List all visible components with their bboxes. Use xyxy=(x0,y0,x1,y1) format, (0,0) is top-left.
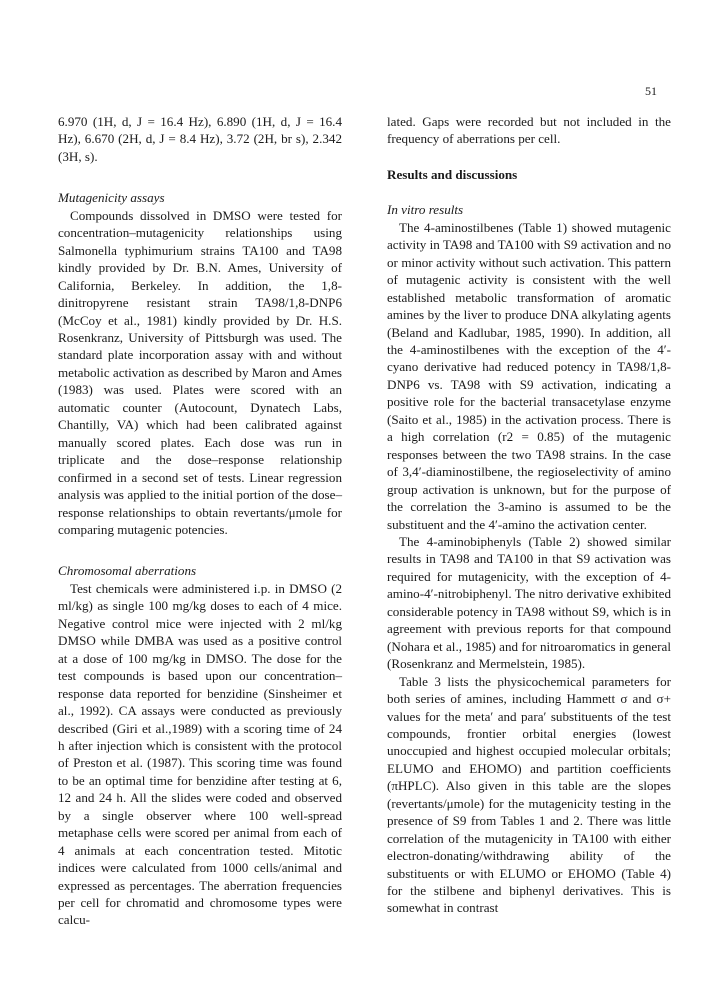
page-number: 51 xyxy=(645,84,657,98)
left-column xyxy=(58,113,342,929)
nmr-data-paragraph: 6.970 (1H, d, J = 16.4 Hz), 6.890 (1H, d, J = 16.4 Hz), 6.670 (2H, d, J = 8.4 Hz), 3.72 (2H, br s), 2.342 (3H, s). xyxy=(58,114,342,164)
continued-paragraph: lated. Gaps were recorded but not included in the frequency of aberrations per cell. xyxy=(387,114,671,147)
mutagenicity-assays-paragraph: Compounds dissolved in DMSO were tested for concentration–mutagenicity relationships using Salmonella typhimurium strains TA100 and TA98 kindly provided by Dr. B.N. Ames, University of California, Berkeley. In addition, the 1,8-dinitropyrene resistant strain TA98/1,8-DNP6 (McCoy et al., 1981) kindly provided by Dr. H.S. Rosenkranz, University of Pittsburgh was used. The standard plate incorporation assay with and without metabolic activation as described by Maron and Ames (1983) was used. Plates were scored with an automatic counter (Autocount, Dynatech Labs, Chantilly, VA) which had been calibrated against manually scored plates. Each dose was run in triplicate and the dose–response relationship confirmed in a second set of tests. Linear regression analysis was applied to the initial portion of the dose–response relationships to obtain revertants/μmole for comparing mutagenic potencies. xyxy=(58,207,342,537)
table3-paragraph: Table 3 lists the physicochemical parameters for both series of amines, including Hammett σ and σ+ values for the meta′ and para′ substituents of the test compounds, frontier orbital energies (lowest unoccupied and highest occupied molecular orbitals; ELUMO and EHOMO) and partition coefficients (πHPLC). Also given in this table are the slopes (revertants/μmole) for the mutagenicity testing in the presence of S9 from Tables 1 and 2. There was little correlation of the mutagenicity in TA100 with either electron-donating/withdrawing ability of the substituents or with ELUMO or EHOMO (Table 4) for the stilbene and biphenyl derivatives. This is somewhat in contrast xyxy=(387,673,671,916)
chromosomal-aberrations-heading: Chromosomal aberrations xyxy=(58,563,197,579)
chromosomal-aberrations-paragraph: Test chemicals were administered i.p. in DMSO (2 ml/kg) as single 100 mg/kg doses to each of 4 mice. Negative control mice were injected with 2 ml/kg DMSO while DMBA was used as a positive control at a dose of 100 mg/kg in DMSO. The dose for the test compounds is based upon our concentration–response data reported for benzidine (Sinsheimer et al., 1992). CA assays were conducted as previously described (Giri et al.,1989) with a scoring time of 24 h after injection which is consistent with the protocol of Preston et al. (1987). This scoring time was found to be an optimal time for benzidine after testing at 6, 12 and 24 h. All the slides were coded and observed by a single observer where 100 well-spread metaphase cells were scored per animal from each of 4 animals at each concentration tested. Mitotic indices were calculated from 1000 cells/animal and expressed as percentages. The aberration frequencies per cell for chromatid and chromosome types were calcu- xyxy=(58,580,342,928)
mutagenicity-assays-heading: Mutagenicity assays xyxy=(58,190,165,206)
results-discussions-heading: Results and discussions xyxy=(387,166,518,182)
right-column xyxy=(387,113,671,917)
stilbenes-paragraph: The 4-aminostilbenes (Table 1) showed mutagenic activity in TA98 and TA100 with S9 activation and no or minor activity without such activation. This pattern of mutagenic activity is consistent with the well established metabolic transformation of aromatic amines by the liver to produce DNA alkylating agents (Beland and Kadlubar, 1985, 1990). In addition, all the 4-aminostilbenes with the exception of the 4′-cyano derivative had reduced potency in TA98/1,8-DNP6 vs. TA98 with S9 activation, indicating a positive role for the bacterial transacetylase enzyme (Saito et al., 1985) in the activation process. There is a high correlation (r2 = 0.85) of the mutagenic responses between the two TA98 strains. In the case of 3,4′-diaminostilbene, the regioselectivity of amino group activation is unknown, but for the purpose of the correlation the 3-amino is assumed to be the substituent and the 4′-amino the activation center. xyxy=(387,219,671,532)
biphenyls-paragraph: The 4-aminobiphenyls (Table 2) showed similar results in TA98 and TA100 in that S9 activation was required for mutagenicity, with the exception of 4-amino-4′-nitrobiphenyl. The nitro derivative exhibited considerable potency in TA98 without S9, which is in agreement with previous reports for that compound (Nohara et al., 1985) and for nitroaromatics in general (Rosenkranz and Mermelstein, 1985). xyxy=(387,533,671,672)
in-vitro-results-heading: In vitro results xyxy=(387,202,464,218)
